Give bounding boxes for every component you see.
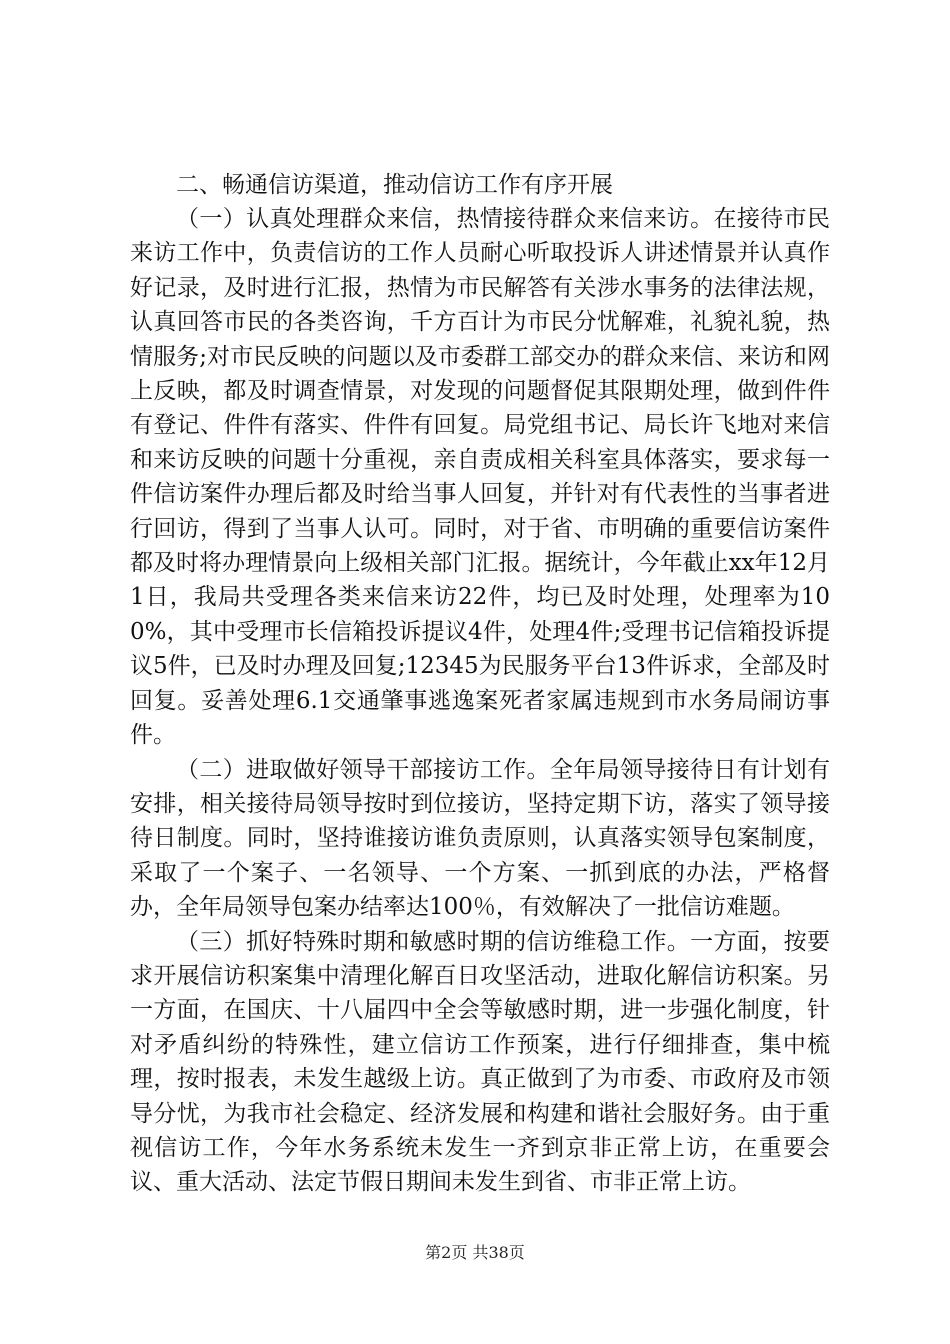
paragraph-3: （三）抓好特殊时期和敏感时期的信访维稳工作。一方面，按要求开展信访积案集中清理化解百日攻坚活动，进取化解信访积案。另一方面，在国庆、十八届四中全会等敏感时期，进一步强化制度，针对矛盾纠纷的特殊性，建立信访工作预案，进行仔细排查，集中梳理，按时报表，未发生越级上访。真正做到了为市委、市政府及市领导分忧，为我市社会稳定、经济发展和构建和谐社会服好务。由于重视信访工作，今年水务系统未发生一齐到京非正常上访，在重要会议、重大活动、法定节假日期间未发生到省、市非正常上访。 bbox=[130, 928, 830, 1196]
paragraph-1: （一）认真处理群众来信，热情接待群众来信来访。在接待市民来访工作中，负责信访的工作人员耐心听取投诉人讲述情景并认真作好记录，及时进行汇报，热情为市民解答有关涉水事务的法律法规，认真回答市民的各类咨询，千方百计为市民分忧解难，礼貌礼貌，热情服务;对市民反映的问题以及市委群工部交办的群众来信、来访和网上反映，都及时调查情景，对发现的问题督促其限期处理，做到件件有登记、件件有落实、件件有回复。局党组书记、局长许飞地对来信和来访反映的问题十分重视，亲自责成相关科室具体落实，要求每一件信访案件办理后都及时给当事人回复，并针对有代表性的当事者进行回访，得到了当事人认可。同时，对于省、市明确的重要信访案件都及时将办理情景向上级相关部门汇报。据统计，今年截止xx年12月1日，我局共受理各类来信来访22件，均已及时处理，处理率为100%，其中受理市长信箱投诉提议4件，处理4件;受理书记信箱投诉提议5件，已及时办理及回复;12345为民服务平台13件诉求，全部及时回复。妥善处理6.1交通肇事逃逸案死者家属违规到市水务局闹访事件。 bbox=[130, 206, 830, 749]
section-heading: 二、畅通信访渠道，推动信访工作有序开展 bbox=[176, 172, 613, 198]
page-number-footer: 第2页 共38页 bbox=[425, 1243, 525, 1262]
document-body bbox=[130, 168, 830, 1200]
paragraph-2: （二）进取做好领导干部接访工作。全年局领导接待日有计划有安排，相关接待局领导按时到位接访，坚持定期下访，落实了领导接待日制度。同时，坚持谁接访谁负责原则，认真落实领导包案制度，采取了一个案子、一名领导、一个方案、一抓到底的办法，严格督办，全年局领导包案办结率达100％，有效解决了一批信访难题。 bbox=[130, 756, 830, 921]
